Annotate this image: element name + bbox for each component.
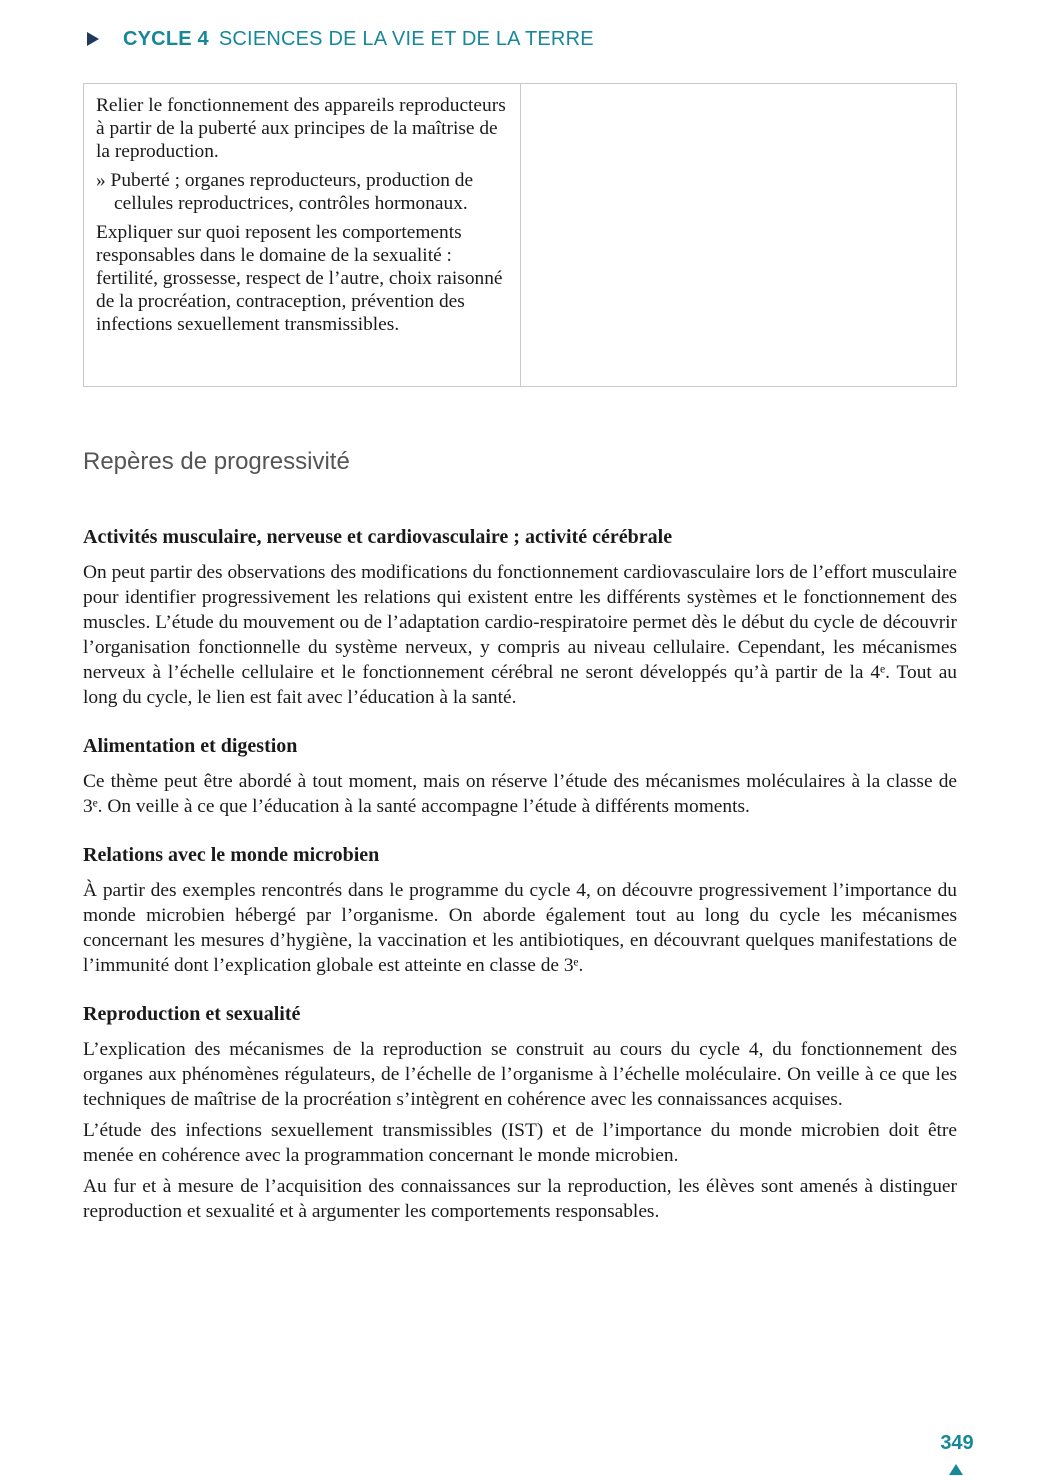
table-paragraph-1: Relier le fonctionnement des appareils reproducteurs à partir de la puberté aux principes de la maîtrise de la reproduction. — [96, 95, 506, 162]
competences-table — [83, 83, 957, 387]
section-heading: Alimentation et digestion — [83, 735, 298, 757]
section-block — [83, 733, 957, 819]
section-paragraph: Au fur et à mesure de l’acquisition des connaissances sur la reproduction, les élèves sont amenés à distinguer reproduction et sexualité et à argumenter les comportements responsables. — [83, 1176, 957, 1222]
section-block — [83, 1001, 957, 1224]
header-subject: SCIENCES DE LA VIE ET DE LA TERRE — [218, 27, 594, 50]
section-block — [83, 842, 957, 978]
section-paragraph: L’explication des mécanismes de la reproduction se construit au cours du cycle 4, du fonctionnement des organes aux phénomènes régulateurs, de l’échelle de l’organisme à l’échelle moléculaire. On veille à ce que les techniques de maîtrise de la procréation s’intègrent en cohérence avec les connaissances acquises. — [83, 1039, 957, 1110]
header-cycle: CYCLE 4 — [123, 27, 209, 50]
section-paragraph: Ce thème peut être abordé à tout moment, mais on réserve l’étude des mécanismes moléculaires à la classe de 3ᵉ. On veille à ce que l’éducation à la santé accompagne l’étude à différents moments. — [83, 771, 957, 817]
section-title: Repères de progressivité — [83, 448, 350, 475]
section-block — [83, 524, 957, 710]
table-bullet: » Puberté ; organes reproducteurs, production de cellules reproductrices, contrôles hormonaux. — [96, 170, 474, 214]
table-paragraph-2: Expliquer sur quoi reposent les comportements responsables dans le domaine de la sexualité : fertilité, grossesse, respect de l’autre, choix raisonné de la procréation, contraception, prévention des infections sexuellement transmissibles. — [96, 222, 503, 335]
table-row — [84, 84, 957, 387]
triangle-up-icon — [949, 1464, 963, 1475]
section-paragraph: À partir des exemples rencontrés dans le programme du cycle 4, on découvre progressivement l’importance du monde microbien hébergé par l’organisme. On aborde également tout au long du cycle les mécanismes concernant les mesures d’hygiène, la vaccination et les antibiotiques, en découvrant quelques manifestations de l’immunité dont l’explication globale est atteinte en classe de 3ᵉ. — [83, 880, 957, 976]
table-cell-left — [84, 84, 521, 387]
page-number: 349 — [940, 1432, 974, 1454]
section-heading: Reproduction et sexualité — [83, 1003, 301, 1025]
progressivity-content — [83, 524, 957, 1247]
page-header — [87, 26, 594, 52]
section-paragraph: On peut partir des observations des modifications du fonctionnement cardiovasculaire lors de l’effort musculaire pour identifier progressivement les relations qui existent entre les différents systèmes et le fonctionnement des muscles. L’étude du mouvement ou de l’adaptation cardio-respiratoire permet dès le début du cycle de découvrir l’organisation fonctionnelle du système nerveux, y compris au niveau cellulaire. Cependant, les mécanismes nerveux à l’échelle cellulaire et le fonctionnement cérébral ne seront développés qu’à partir de la 4ᵉ. Tout au long du cycle, le lien est fait avec l’éducation à la santé. — [83, 562, 957, 708]
section-paragraph: L’étude des infections sexuellement transmissibles (IST) et de l’importance du monde microbien doit être menée en cohérence avec la programmation concernant le monde microbien. — [83, 1120, 957, 1166]
triangle-right-icon — [87, 32, 99, 46]
table-cell-right — [521, 84, 957, 387]
section-heading: Activités musculaire, nerveuse et cardiovasculaire ; activité cérébrale — [83, 526, 673, 548]
section-heading: Relations avec le monde microbien — [83, 844, 380, 866]
